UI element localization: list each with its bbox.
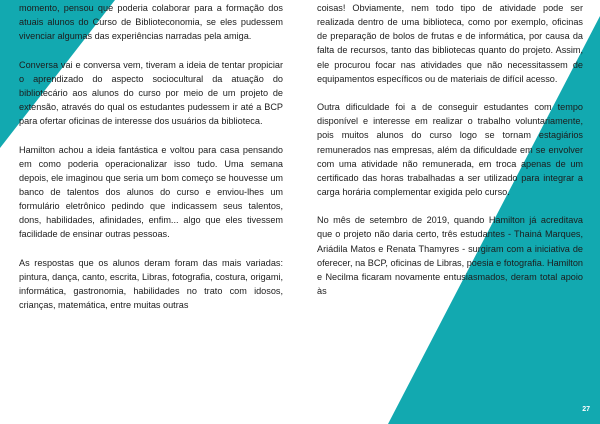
left-paragraph-3: Hamilton achou a ideia fantástica e voltou para casa pensando em como poderia operacionalizar isso tudo. Uma semana depois, ele imaginou que seria um bom começo se houvesse um banco de talentos dos alunos do curso e enviou-lhes um formulário eletrônico pedindo que indicassem seus talentos, dons, habilidades, afinidades, enfim... algo que eles tivessem facilidade de ensinar outras pessoas. [19,144,283,240]
right-paragraph-2: Outra dificuldade foi a de conseguir estudantes com tempo disponível e interesse em realizar o trabalho voluntariamente, pois muitos alunos do curso logo se tornam estagiários remunerados nas empresas, além da dificuldade em se envolver com uma atividade não remunerada, em troca apenas de um certificado das horas trabalhadas a ser utilizado para integrar a carga horária complementar exigida pelo curso. [317,102,583,198]
left-paragraph-2: Conversa vai e conversa vem, tiveram a ideia de tentar propiciar o aprendizado do aspecto sociocultural da atuação do bibliotecário aos alunos do curso por meio de um projeto de extensão, através do qual os estudantes pudessem ir até a BCP para ofertar oficinas de interesse dos usuários da biblioteca. [19,59,283,127]
page-number: 27 [582,406,590,413]
left-page-text [19,1,283,312]
left-paragraph-4: As respostas que os alunos deram foram das mais variadas: pintura, dança, canto, escrita, Libras, fotografia, costura, origami, informática, gastronomia, habilidades no trato com idosos, crianças, matemática, entre muitas outras [19,257,283,311]
left-paragraph-1: momento, pensou que poderia colaborar para a formação dos atuais alunos do Curso de Biblioteconomia, se eles pudessem vivenciar algumas das experiências narradas pela amiga. [19,3,283,42]
right-page-text [317,1,583,298]
right-paragraph-1: coisas! Obviamente, nem todo tipo de atividade pode ser realizada dentro de uma biblioteca, como por exemplo, oficinas de preparação de bolos de frutas e de informática, por causa da falta de recursos, tanto das bibliotecas quanto do projeto. Assim, ele procurou focar nas atividades que não necessitassem de equipamentos específicos ou de materiais de difícil acesso. [317,3,583,84]
right-paragraph-3: No mês de setembro de 2019, quando Hamilton já acreditava que o projeto não daria certo, três estudantes - Thainá Marques, Ariádila Matos e Renata Thamyres - surgiram com a iniciativa de oferecer, na BCP, oficinas de Libras, poesia e fotografia. Hamilton e Necilma ficaram novamente entusiasmados, deram total apoio às [317,215,583,297]
